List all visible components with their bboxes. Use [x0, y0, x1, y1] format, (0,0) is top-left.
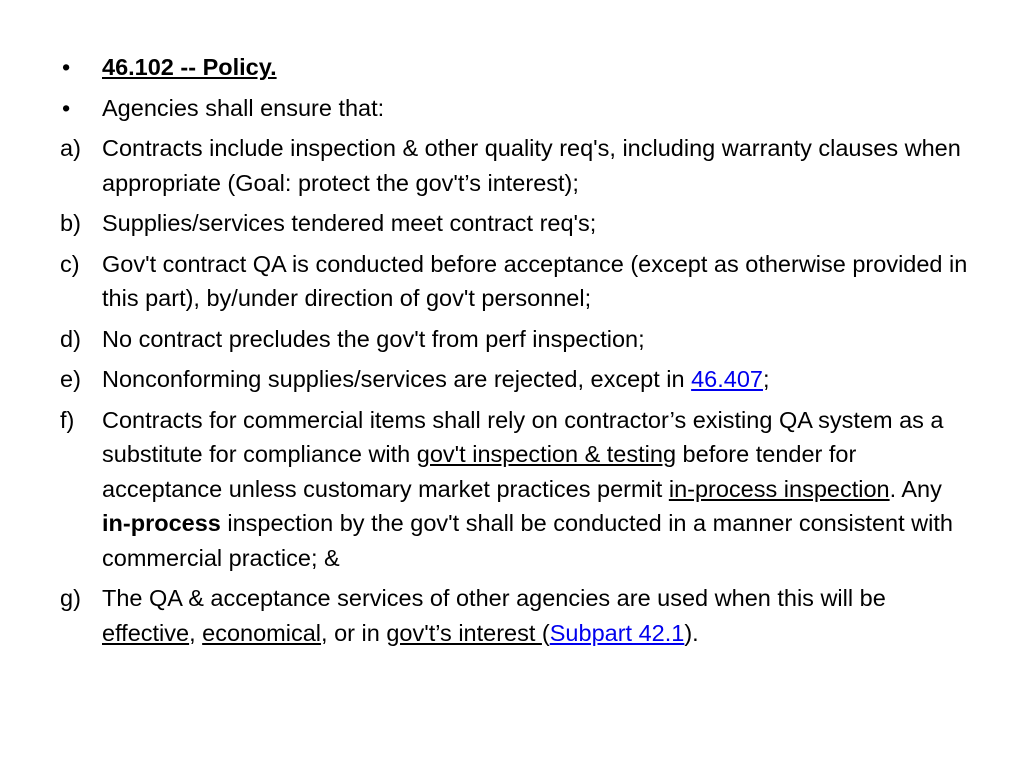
intro-text: Agencies shall ensure that: — [102, 94, 385, 121]
item-text-part: before tender for acceptance unless customary market practices permit — [102, 441, 857, 502]
item-text — [102, 403, 970, 576]
item-text: Supplies/services tendered meet contract req's; — [102, 210, 597, 236]
item-marker: c) — [60, 250, 80, 277]
list-item-a — [60, 131, 970, 200]
item-marker: g) — [60, 585, 81, 611]
bullet-marker: • — [62, 94, 71, 121]
item-text-part: . Any — [889, 475, 942, 502]
item-text-part: Contracts for commercial items shall rely on contractor’s existing QA system as a substitute for compliance with — [102, 406, 944, 467]
link-46-407[interactable]: 46.407 — [691, 366, 763, 392]
item-text-part: Nonconforming supplies/services are rejected, except in — [102, 366, 692, 392]
item-text-part: The QA & acceptance services of other agencies are used when this will be — [102, 585, 886, 611]
list-item-e — [60, 362, 970, 397]
item-text: No contract precludes the gov't from perf inspection; — [102, 325, 645, 352]
item-marker: f) — [60, 406, 75, 433]
item-marker: a) — [60, 135, 81, 161]
intro-item — [60, 91, 970, 126]
item-text-part: ; — [763, 366, 770, 392]
link-subpart-42-1[interactable]: Subpart 42.1 — [549, 619, 685, 646]
item-text: Contracts include inspection & other quality req's, including warranty clauses when appropriate (Goal: protect the gov't’s interest); — [102, 135, 961, 196]
section-title: 46.102 -- Policy. — [102, 54, 277, 80]
bullet-marker: • — [62, 54, 71, 80]
item-text-part: , — [189, 619, 203, 646]
list-item-f — [60, 403, 970, 576]
item-marker: d) — [60, 325, 81, 352]
item-marker: e) — [60, 366, 81, 392]
item-text — [102, 581, 970, 650]
item-text: Gov't contract QA is conducted before acceptance (except as otherwise provided in this part), by/under direction of gov't personnel; — [102, 250, 968, 311]
item-text-part: , or in — [321, 619, 387, 646]
underlined-term: in-process inspection — [668, 475, 890, 502]
item-text-part: inspection by the gov't shall be conducted in a manner consistent with commercial practice; & — [102, 510, 953, 571]
underlined-term: effective — [102, 619, 190, 646]
underlined-term: gov't inspection & testing — [416, 441, 677, 467]
heading-item — [60, 50, 970, 85]
item-text — [102, 362, 970, 397]
underlined-term: economical — [202, 619, 322, 646]
item-text-part: ( — [541, 619, 550, 646]
bold-term: in-process — [102, 510, 221, 536]
slide-content — [60, 50, 970, 656]
list-item-g — [60, 581, 970, 650]
item-text-part: ). — [684, 619, 699, 646]
item-marker: b) — [60, 210, 81, 236]
underlined-term: gov't’s interest — [386, 619, 542, 646]
list-item-c — [60, 247, 970, 316]
list-item-d — [60, 322, 970, 357]
list-item-b — [60, 206, 970, 241]
